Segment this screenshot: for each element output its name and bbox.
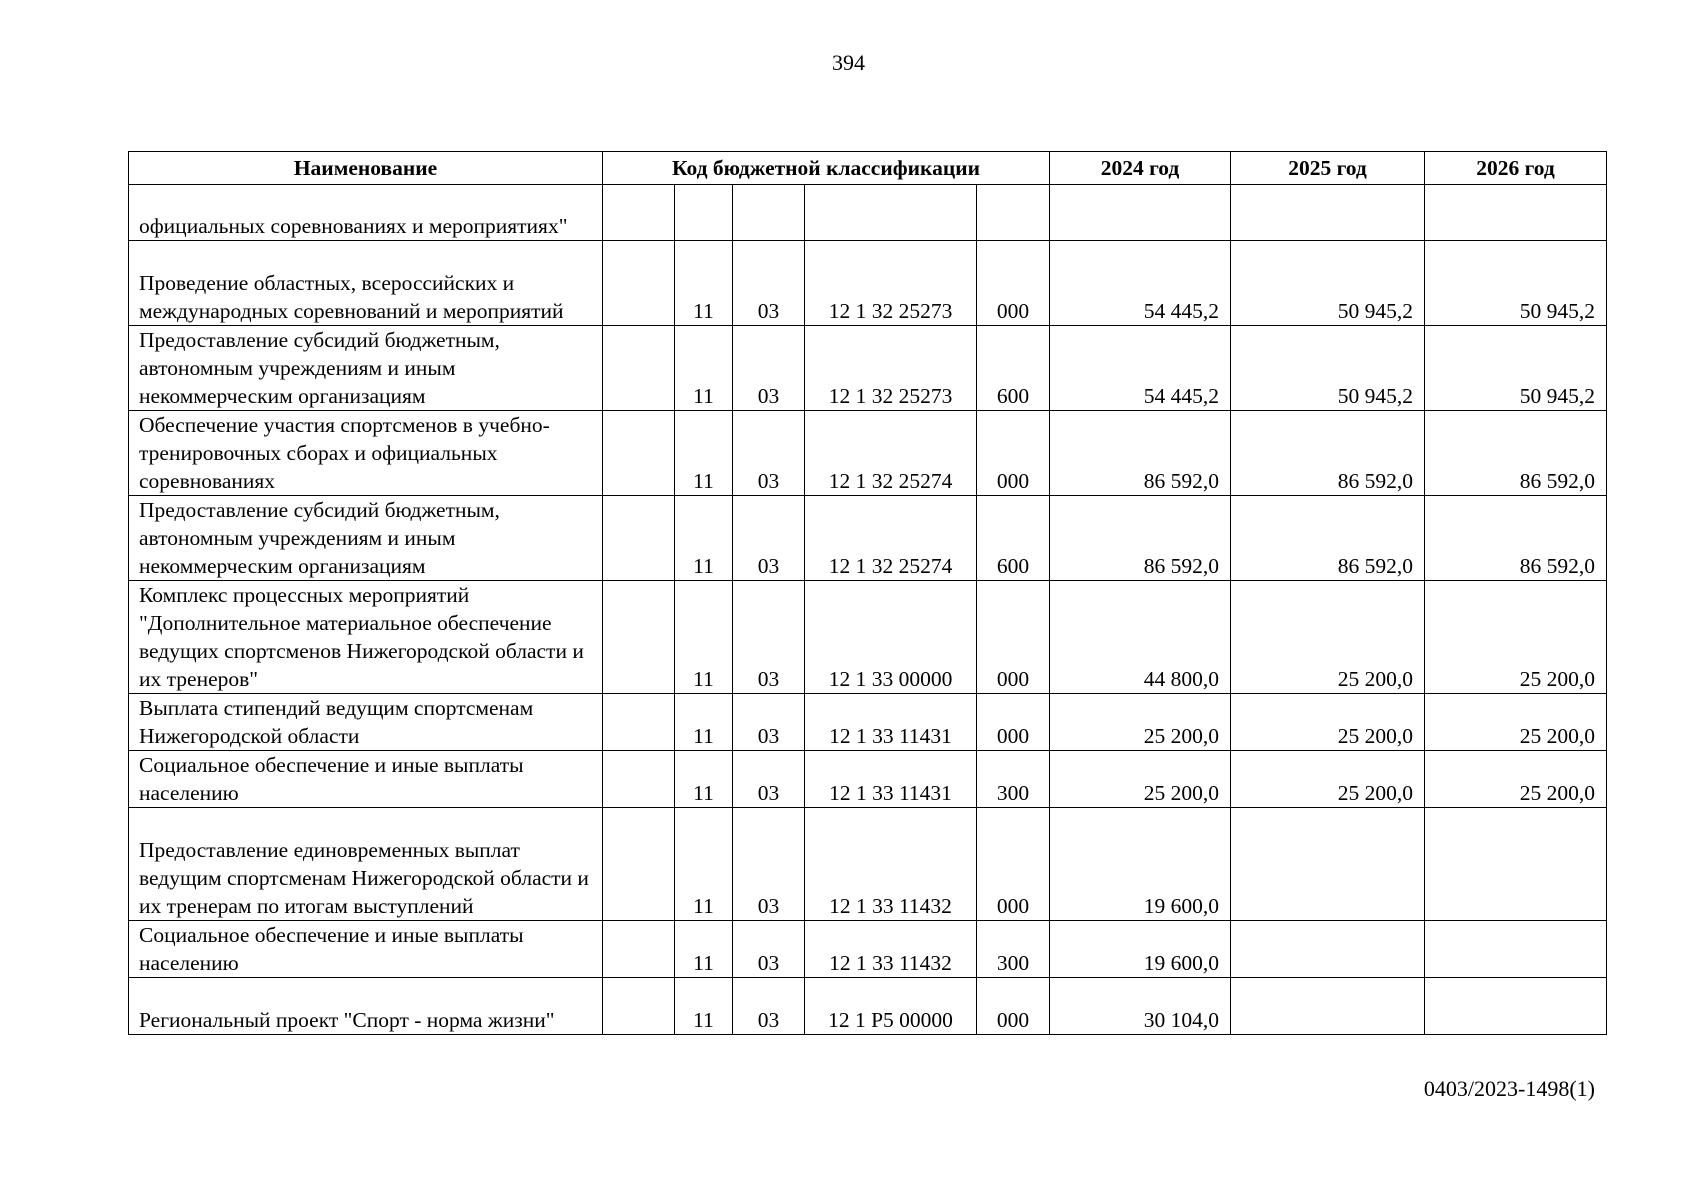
value-2025: 86 592,0 bbox=[1231, 411, 1425, 496]
header-name: Наименование bbox=[129, 152, 603, 185]
code-subsection: 03 bbox=[733, 241, 805, 326]
value-2025: 50 945,2 bbox=[1231, 326, 1425, 411]
code-blank bbox=[603, 581, 675, 694]
value-2025 bbox=[1231, 921, 1425, 978]
value-2026: 25 200,0 bbox=[1425, 581, 1607, 694]
code-expense-type: 000 bbox=[977, 581, 1050, 694]
row-name: Социальное обеспечение и иные выплаты населению bbox=[129, 921, 603, 978]
code-subsection: 03 bbox=[733, 326, 805, 411]
code-blank bbox=[603, 185, 675, 241]
table-body bbox=[129, 185, 1607, 1035]
code-subsection: 03 bbox=[733, 581, 805, 694]
value-2026: 25 200,0 bbox=[1425, 751, 1607, 808]
table-row bbox=[129, 326, 1607, 411]
row-name: Социальное обеспечение и иные выплаты населению bbox=[129, 751, 603, 808]
value-2025: 50 945,2 bbox=[1231, 241, 1425, 326]
code-blank bbox=[603, 978, 675, 1035]
value-2025: 25 200,0 bbox=[1231, 581, 1425, 694]
value-2026 bbox=[1425, 978, 1607, 1035]
value-2024: 86 592,0 bbox=[1050, 496, 1231, 581]
header-2026: 2026 год bbox=[1425, 152, 1607, 185]
code-section: 11 bbox=[675, 978, 733, 1035]
header-code: Код бюджетной классификации bbox=[603, 152, 1050, 185]
code-subsection: 03 bbox=[733, 751, 805, 808]
value-2025: 86 592,0 bbox=[1231, 496, 1425, 581]
code-section: 11 bbox=[675, 496, 733, 581]
code-target-article: 12 1 33 11432 bbox=[805, 808, 977, 921]
table-row bbox=[129, 808, 1607, 921]
document-number: 0403/2023-1498(1) bbox=[1423, 1076, 1595, 1101]
code-blank bbox=[603, 751, 675, 808]
row-name: Проведение областных, всероссийских и международных соревнований и мероприятий bbox=[129, 241, 603, 326]
value-2026: 86 592,0 bbox=[1425, 496, 1607, 581]
row-name: Выплата стипендий ведущим спортсменам Нижегородской области bbox=[129, 694, 603, 751]
code-subsection bbox=[733, 185, 805, 241]
code-target-article: 12 1 33 11431 bbox=[805, 751, 977, 808]
row-name: официальных соревнованиях и мероприятиях" bbox=[129, 185, 603, 241]
value-2024: 19 600,0 bbox=[1050, 921, 1231, 978]
code-expense-type: 300 bbox=[977, 751, 1050, 808]
table-row bbox=[129, 978, 1607, 1035]
value-2025: 25 200,0 bbox=[1231, 694, 1425, 751]
value-2025 bbox=[1231, 808, 1425, 921]
code-expense-type: 000 bbox=[977, 808, 1050, 921]
code-subsection: 03 bbox=[733, 411, 805, 496]
code-blank bbox=[603, 326, 675, 411]
code-target-article: 12 1 32 25273 bbox=[805, 326, 977, 411]
code-section: 11 bbox=[675, 411, 733, 496]
code-section: 11 bbox=[675, 694, 733, 751]
value-2024: 25 200,0 bbox=[1050, 694, 1231, 751]
page-number: 394 bbox=[832, 50, 865, 75]
code-expense-type bbox=[977, 185, 1050, 241]
code-expense-type: 300 bbox=[977, 921, 1050, 978]
code-blank bbox=[603, 921, 675, 978]
code-subsection: 03 bbox=[733, 921, 805, 978]
code-target-article: 12 1 32 25273 bbox=[805, 241, 977, 326]
row-name: Предоставление единовременных выплат ведущим спортсменам Нижегородской области и их тренерам по итогам выступлений bbox=[129, 808, 603, 921]
table-header-row bbox=[129, 152, 1607, 185]
table-row bbox=[129, 241, 1607, 326]
row-name: Предоставление субсидий бюджетным, автономным учреждениям и иным некоммерческим организациям bbox=[129, 326, 603, 411]
value-2026: 86 592,0 bbox=[1425, 411, 1607, 496]
code-expense-type: 600 bbox=[977, 496, 1050, 581]
code-section: 11 bbox=[675, 808, 733, 921]
value-2026 bbox=[1425, 808, 1607, 921]
header-2024: 2024 год bbox=[1050, 152, 1231, 185]
code-blank bbox=[603, 694, 675, 751]
code-blank bbox=[603, 496, 675, 581]
code-target-article: 12 1 33 11431 bbox=[805, 694, 977, 751]
value-2026 bbox=[1425, 185, 1607, 241]
value-2024: 54 445,2 bbox=[1050, 241, 1231, 326]
row-name: Предоставление субсидий бюджетным, автономным учреждениям и иным некоммерческим организациям bbox=[129, 496, 603, 581]
code-target-article: 12 1 32 25274 bbox=[805, 411, 977, 496]
code-target-article: 12 1 33 11432 bbox=[805, 921, 977, 978]
table-row bbox=[129, 921, 1607, 978]
table-row bbox=[129, 185, 1607, 241]
code-blank bbox=[603, 808, 675, 921]
value-2024 bbox=[1050, 185, 1231, 241]
value-2024: 19 600,0 bbox=[1050, 808, 1231, 921]
table-row bbox=[129, 411, 1607, 496]
code-section: 11 bbox=[675, 326, 733, 411]
table-row bbox=[129, 581, 1607, 694]
code-blank bbox=[603, 241, 675, 326]
budget-table bbox=[128, 151, 1607, 1035]
value-2026: 50 945,2 bbox=[1425, 326, 1607, 411]
value-2024: 30 104,0 bbox=[1050, 978, 1231, 1035]
value-2025 bbox=[1231, 185, 1425, 241]
code-target-article: 12 1 32 25274 bbox=[805, 496, 977, 581]
row-name: Региональный проект "Спорт - норма жизни" bbox=[129, 978, 603, 1035]
code-section: 11 bbox=[675, 921, 733, 978]
code-target-article bbox=[805, 185, 977, 241]
value-2026 bbox=[1425, 921, 1607, 978]
code-subsection: 03 bbox=[733, 978, 805, 1035]
value-2026: 50 945,2 bbox=[1425, 241, 1607, 326]
value-2024: 25 200,0 bbox=[1050, 751, 1231, 808]
value-2025 bbox=[1231, 978, 1425, 1035]
code-expense-type: 000 bbox=[977, 694, 1050, 751]
code-section: 11 bbox=[675, 581, 733, 694]
row-name: Обеспечение участия спортсменов в учебно-тренировочных сборах и официальных соревнованиях bbox=[129, 411, 603, 496]
code-subsection: 03 bbox=[733, 694, 805, 751]
table-row bbox=[129, 751, 1607, 808]
code-section: 11 bbox=[675, 241, 733, 326]
code-target-article: 12 1 33 00000 bbox=[805, 581, 977, 694]
code-target-article: 12 1 Р5 00000 bbox=[805, 978, 977, 1035]
value-2024: 86 592,0 bbox=[1050, 411, 1231, 496]
value-2024: 44 800,0 bbox=[1050, 581, 1231, 694]
value-2024: 54 445,2 bbox=[1050, 326, 1231, 411]
value-2026: 25 200,0 bbox=[1425, 694, 1607, 751]
code-expense-type: 600 bbox=[977, 326, 1050, 411]
code-section: 11 bbox=[675, 751, 733, 808]
code-subsection: 03 bbox=[733, 808, 805, 921]
code-subsection: 03 bbox=[733, 496, 805, 581]
code-section bbox=[675, 185, 733, 241]
table-row bbox=[129, 694, 1607, 751]
table-row bbox=[129, 496, 1607, 581]
value-2025: 25 200,0 bbox=[1231, 751, 1425, 808]
code-expense-type: 000 bbox=[977, 978, 1050, 1035]
row-name: Комплекс процессных мероприятий "Дополнительное материальное обеспечение ведущих спортсменов Нижегородской области и их тренеров" bbox=[129, 581, 603, 694]
code-expense-type: 000 bbox=[977, 241, 1050, 326]
code-blank bbox=[603, 411, 675, 496]
header-2025: 2025 год bbox=[1231, 152, 1425, 185]
code-expense-type: 000 bbox=[977, 411, 1050, 496]
